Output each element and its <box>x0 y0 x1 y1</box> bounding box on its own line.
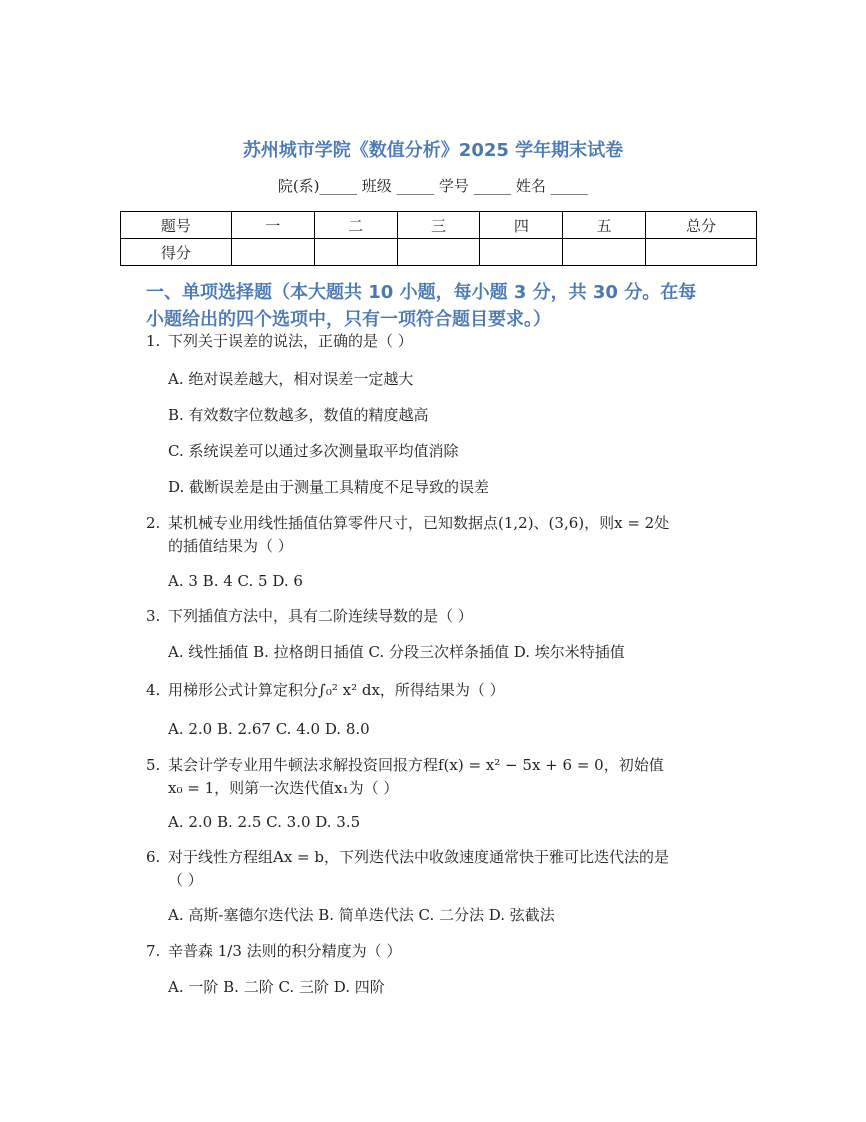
question-text: 对于线性方程组Ax = b，下列迭代法中收敛速度通常快于雅可比迭代法的是 <box>168 848 670 866</box>
question-number: 5. <box>146 756 161 774</box>
exam-title: 苏州城市学院《数值分析》2025 学年期末试卷 <box>242 140 624 161</box>
options-line: A. 2.0 B. 2.67 C. 4.0 D. 8.0 <box>168 720 370 738</box>
question-number: 1. <box>146 332 161 350</box>
header-cell: 总分 <box>646 212 757 239</box>
option: C. 系统误差可以通过多次测量取平均值消除 <box>168 442 459 460</box>
score-table-header-row <box>121 212 757 239</box>
score-row <box>121 239 757 266</box>
question-text: x₀ = 1，则第一次迭代值x₁为（ ） <box>168 779 399 797</box>
score-cell <box>231 239 314 266</box>
options-line: A. 高斯-塞德尔迭代法 B. 简单迭代法 C. 二分法 D. 弦截法 <box>168 906 555 924</box>
options-line: A. 一阶 B. 二阶 C. 三阶 D. 四阶 <box>168 978 385 996</box>
option: B. 有效数字位数越多，数值的精度越高 <box>168 406 429 424</box>
header-cell: 四 <box>480 212 563 239</box>
section-heading-line2: 小题给出的四个选项中，只有一项符合题目要求。） <box>146 309 551 330</box>
score-cell <box>480 239 563 266</box>
question-number: 3. <box>146 607 161 625</box>
question-number: 7. <box>146 942 161 960</box>
question-text: 的插值结果为（ ） <box>168 537 293 555</box>
score-cell <box>646 239 757 266</box>
options-line: A. 2.0 B. 2.5 C. 3.0 D. 3.5 <box>168 813 361 831</box>
header-cell: 三 <box>397 212 480 239</box>
question-text: 某会计学专业用牛顿法求解投资回报方程f(x) = x² − 5x + 6 = 0，初始值 <box>168 756 664 774</box>
score-row-label: 得分 <box>121 239 232 266</box>
option: A. 绝对误差越大，相对误差一定越大 <box>168 370 414 388</box>
section-heading-line1: 一、单项选择题（本大题共 10 小题，每小题 3 分，共 30 分。在每 <box>146 282 697 303</box>
header-cell: 一 <box>231 212 314 239</box>
options-line: A. 3 B. 4 C. 5 D. 6 <box>168 572 303 590</box>
question-text: 某机械专业用线性插值估算零件尺寸，已知数据点(1,2)、(3,6)，则x = 2处 <box>168 514 670 532</box>
score-cell <box>563 239 646 266</box>
header-cell: 五 <box>563 212 646 239</box>
question-number: 4. <box>146 681 161 699</box>
score-table <box>120 211 757 266</box>
student-info-line: 院(系)_____ 班级 _____ 学号 _____ 姓名 _____ <box>277 177 589 195</box>
question-number: 2. <box>146 514 161 532</box>
header-cell: 二 <box>314 212 397 239</box>
score-cell <box>397 239 480 266</box>
question-text: 用梯形公式计算定积分∫₀² x² dx，所得结果为（ ） <box>168 681 505 699</box>
option: D. 截断误差是由于测量工具精度不足导致的误差 <box>168 478 490 496</box>
question-text: 辛普森 1/3 法则的积分精度为（ ） <box>168 942 402 960</box>
header-cell: 题号 <box>121 212 232 239</box>
question-text: 下列插值方法中，具有二阶连续导数的是（ ） <box>168 607 473 625</box>
options-line: A. 线性插值 B. 拉格朗日插值 C. 分段三次样条插值 D. 埃尔米特插值 <box>168 643 625 661</box>
question-text: （ ） <box>168 871 203 889</box>
question-number: 6. <box>146 848 161 866</box>
score-cell <box>314 239 397 266</box>
question-text: 下列关于误差的说法，正确的是（ ） <box>168 332 413 350</box>
